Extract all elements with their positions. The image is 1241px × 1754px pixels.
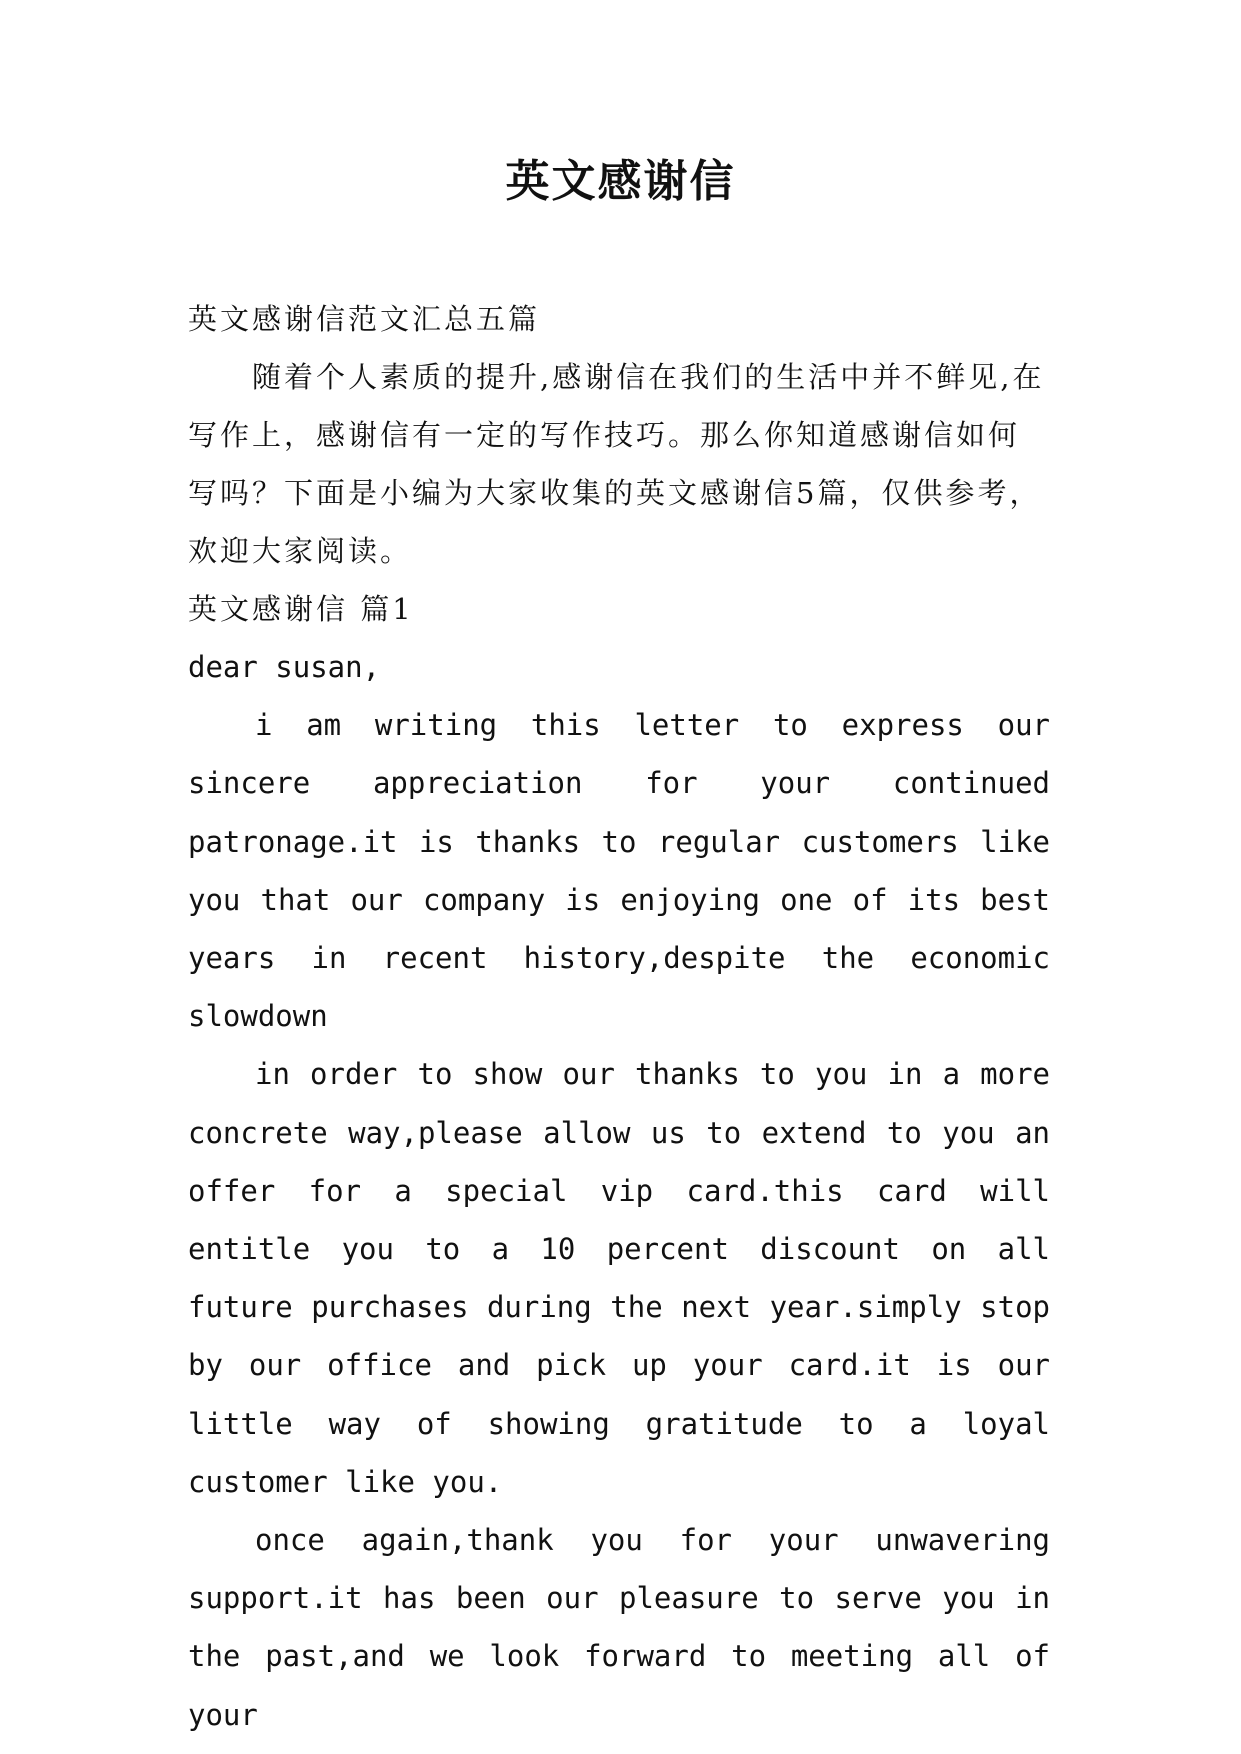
intro-paragraph: 随着个人素质的提升,感谢信在我们的生活中并不鲜见,在写作上，感谢信有一定的写作技巧。那么你知道感谢信如何写吗？下面是小编为大家收集的英文感谢信5篇，仅供参考，欢迎大家阅读。 — [188, 360, 1045, 568]
letter-paragraph-1: i am writing this letter to express our sincere appreciation for your continued patronage.it is thanks to regular customers like you that our company is enjoying one of its best years in recent history,despite the economic slowdown — [188, 708, 1050, 1034]
document-body — [188, 290, 1050, 1744]
document-subtitle: 英文感谢信范文汇总五篇 — [188, 302, 541, 336]
section-heading: 英文感谢信 篇1 — [188, 592, 414, 626]
letter-salutation: dear susan, — [188, 650, 381, 684]
document-title: 英文感谢信 — [505, 156, 736, 207]
letter-paragraph-2: in order to show our thanks to you in a more concrete way,please allow us to extend to you an offer for a special vip card.this card will entitle you to a 10 percent discount on all future purchases during the next year.simply stop by our office and pick up your card.it is our little way of showing gratitude to a loyal customer like you. — [188, 1057, 1050, 1499]
letter-paragraph-3: once again,thank you for your unwavering support.it has been our pleasure to serve you in the past,and we look forward to meeting all of your — [188, 1523, 1050, 1732]
